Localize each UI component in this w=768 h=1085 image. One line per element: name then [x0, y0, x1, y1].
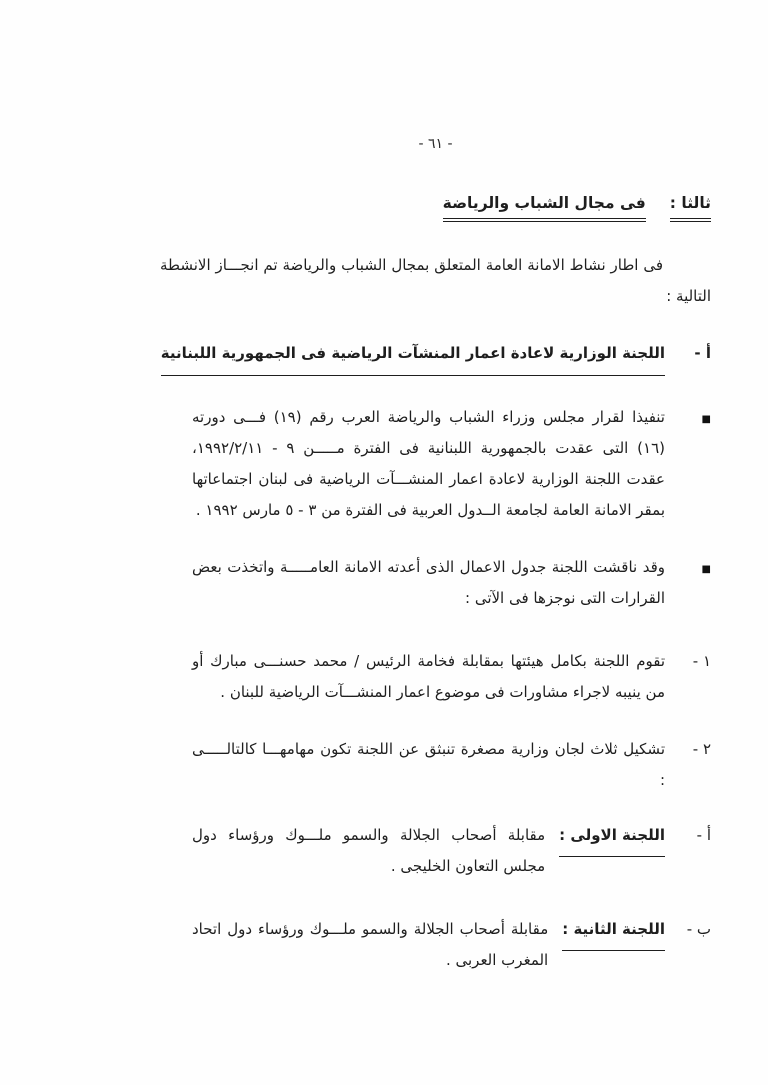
- subsection-a-marker: أ -: [694, 344, 711, 362]
- committee-item-label: اللجنة الثانية :: [562, 914, 665, 951]
- bullet-paragraph-text: تنفيذا لقرار مجلس وزراء الشباب والرياضة العرب رقم (١٩) فـــى دورته (١٦) التى عقدت بالجمهورية اللبنانية فى الفترة مـــــن ٩ - ١٩٩٢/٢/١١، عقدت اللجنة الوزارية لاعادة اعمار المنشـــآت الرياضية فى لبنان اجتماعاتها بمقر الامانة العامة لجامعة الــدول العربية فى الفترة من ٣ - ٥ مارس ١٩٩٢ .: [192, 408, 665, 519]
- bullet-marker: [665, 402, 711, 435]
- bullet-marker: [665, 552, 711, 585]
- square-bullet-icon: ■: [701, 414, 711, 425]
- committee-item: [160, 820, 711, 882]
- bullet-paragraph: [160, 552, 711, 614]
- numbered-item-text: تقوم اللجنة بكامل هيئتها بمقابلة فخامة الرئيس / محمد حسنـــى مبارك أو من ينيبه لاجراء مشاورات فى موضوع اعمار المنشـــآت الرياضية للبنان .: [192, 652, 665, 701]
- section-header: [160, 194, 711, 222]
- numbered-item: [160, 646, 711, 708]
- subsection-a-heading: [160, 338, 711, 376]
- committee-item-label: اللجنة الاولى :: [559, 820, 665, 857]
- committee-item: [160, 914, 711, 976]
- intro-paragraph: فى اطار نشاط الامانة العامة المتعلق بمجال الشباب والرياضة تم انجـــاز الانشطة التالية :: [160, 256, 711, 305]
- committee-item-text: مقابلة أصحاب الجلالة والسمو ملـــوك ورؤساء دول مجلس التعاون الخليجى .: [192, 826, 546, 875]
- square-bullet-icon: ■: [701, 564, 711, 575]
- bullet-paragraph-text: وقد ناقشت اللجنة جدول الاعمال الذى أعدته الامانة العامـــــة واتخذت بعض القرارات التى نوجزها فى الآتى :: [192, 558, 665, 607]
- committee-item-marker: أ -: [696, 826, 711, 844]
- committee-item-text: مقابلة أصحاب الجلالة والسمو ملـــوك ورؤساء دول اتحاد المغرب العربى .: [192, 920, 549, 969]
- numbered-item: [160, 734, 711, 796]
- committee-item-marker: ب -: [686, 920, 711, 938]
- bullet-paragraph: [160, 402, 711, 526]
- numbered-item-marker: ٢ -: [692, 740, 711, 758]
- document-content: [160, 0, 711, 976]
- numbered-item-marker: ١ -: [692, 652, 711, 670]
- numbered-item-text: تشكيل ثلاث لجان وزارية مصغرة تنبثق عن اللجنة تكون مهامهـــا كالتالـــــى :: [192, 740, 665, 789]
- section-header-marker: ثالثا :: [670, 194, 711, 222]
- section-header-title: فى مجال الشباب والرياضة: [443, 194, 646, 222]
- subsection-a-title: اللجنة الوزارية لاعادة اعمار المنشآت الرياضية فى الجمهورية اللبنانية: [161, 338, 665, 376]
- page-number: - ٦١ -: [418, 136, 453, 152]
